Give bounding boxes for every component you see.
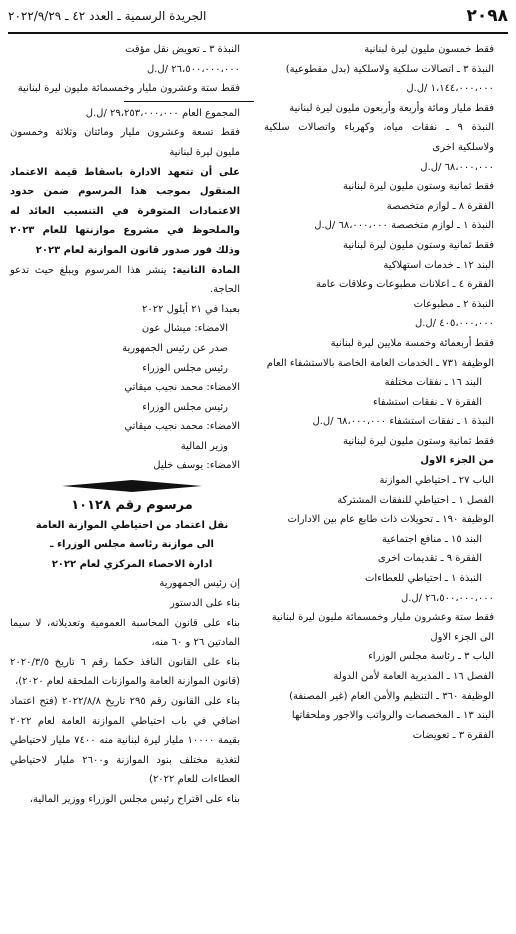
text-line: النبذة ٣ ـ تعويض نقل مؤقت bbox=[125, 44, 240, 55]
text-line: النبذة ٢ ـ مطبوعات bbox=[413, 298, 494, 310]
columns bbox=[8, 34, 508, 810]
preamble-line: إن رئيس الجمهورية bbox=[159, 578, 240, 590]
decree-subtitle-line: الى موازنة رئاسة مجلس الوزراء ـ bbox=[50, 539, 214, 551]
text-line: النبذة ١ ـ احتياطي للعطاءات bbox=[364, 573, 482, 585]
divider bbox=[124, 101, 254, 102]
text-line: فقط مليار ومائة وأربعة وأربعون مليون ليرة لبنانية bbox=[289, 102, 494, 114]
amount-line: ١،١٤٤،٠٠٠،٠٠٠ /ل.ل bbox=[406, 83, 494, 95]
article-two bbox=[10, 261, 254, 300]
left-column bbox=[10, 40, 254, 810]
page-number: ٢٠٩٨ bbox=[466, 6, 508, 26]
text-line: فقط ستة وعشرون مليار وخمسمائة مليون ليرة لبنانية bbox=[271, 612, 494, 624]
text-line: فقط خمسون مليون ليرة لبنانية bbox=[364, 44, 494, 55]
text-line: الفصل ١ ـ احتياطي للنفقات المشتركة bbox=[337, 494, 494, 506]
signing-text: صدر عن رئيس الجمهورية bbox=[122, 342, 228, 354]
right-column bbox=[264, 40, 508, 810]
decree-title: مرسوم رقم ١٠١٢٨ bbox=[71, 498, 193, 514]
signing-text: رئيس مجلس الوزراء bbox=[142, 401, 228, 413]
decree-subtitle-line: نقل اعتماد من احتياطي الموازنة العامة bbox=[35, 519, 229, 531]
text-line: الفقرة ٨ ـ لوازم متخصصة bbox=[386, 200, 494, 212]
article-two-label: المادة الثانية: bbox=[172, 264, 240, 276]
preamble-line: بناء على قانون المحاسبة العمومية وتعديلاته، لا سيما المادتين ٢٦ و ٦٠ منه، bbox=[10, 617, 240, 649]
grand-total: المجموع العام ٢٩،٢٥٣،٠٠٠،٠٠٠ /ل.ل bbox=[85, 107, 240, 119]
gazette-title: الجريدة الرسمية ـ العدد ٤٢ ـ ٢٠٢٢/٩/٢٩ bbox=[8, 9, 207, 23]
text-line: الوظيفة ٧٣١ ـ الخدمات العامة الخاصة بالاستشفاء العام bbox=[266, 357, 494, 369]
text-line: النبذة ١ ـ لوازم متخصصة ٦٨،٠٠٠،٠٠٠ /ل.ل bbox=[314, 220, 494, 232]
text-line: البند ١٦ ـ نفقات مختلفة bbox=[384, 377, 482, 389]
text-line: فقط ستة وعشرون مليار وخمسمائة مليون ليرة لبنانية bbox=[17, 83, 240, 95]
text-line: الوظيفة ٣٦٠ ـ التنظيم والأمن العام (غير المصنفة) bbox=[289, 690, 494, 702]
text-line: الباب ٢٧ ـ احتياطي الموازنة bbox=[379, 475, 494, 487]
separator-ornament bbox=[10, 480, 254, 492]
text-line: النبذة ٣ ـ اتصالات سلكية ولاسلكية (بدل مقطوعية) bbox=[285, 63, 494, 75]
page-header bbox=[8, 0, 508, 34]
decree-subtitle-line: ادارة الاحصاء المركزي لعام ٢٠٢٢ bbox=[51, 558, 213, 570]
preamble-line: بناء على الدستور bbox=[170, 598, 240, 610]
signing-text: وزير المالية bbox=[180, 440, 228, 452]
signature-line: الامضاء: يوسف خليل bbox=[153, 460, 240, 472]
text-line: فقط أربعمائة وخمسة ملايين ليرة لبنانية bbox=[330, 337, 494, 349]
signature-line: الامضاء: ميشال عون bbox=[141, 323, 228, 335]
signature-line: الامضاء: محمد نجيب ميقاتي bbox=[124, 421, 240, 433]
text-line: البند ١٢ ـ خدمات استهلاكية bbox=[383, 259, 494, 271]
amount-line: ٢٦،٥٠٠،٠٠٠،٠٠٠ /ل.ل bbox=[146, 63, 240, 75]
text-line: النبذة ١ ـ نفقات استشفاء ٦٨،٠٠٠،٠٠٠ /ل.ل bbox=[312, 416, 494, 428]
signature-line: الامضاء: محمد نجيب ميقاتي bbox=[124, 382, 240, 394]
text-line: البند ١٥ ـ منافع اجتماعية bbox=[381, 533, 482, 545]
text-line: فقط ثمانية وستون مليون ليرة لبنانية bbox=[342, 181, 494, 193]
text-line: فقط ثمانية وستون مليون ليرة لبنانية bbox=[342, 239, 494, 251]
text-line: البند ١٣ ـ المخصصات والرواتب والاجور وملحقاتها bbox=[291, 710, 494, 722]
amount-line: ٢٦،٥٠٠،٠٠٠،٠٠٠ /ل.ل bbox=[400, 592, 494, 604]
amount-line: ٤٠٥،٠٠٠،٠٠٠ /ل.ل bbox=[414, 318, 494, 330]
text-line: الفقرة ٩ ـ تقديمات اخرى bbox=[377, 553, 482, 565]
article-two-text: ينشر هذا المرسوم ويبلغ حيث تدعو الحاجة. bbox=[10, 264, 240, 296]
article-one-text: على أن تتعهد الادارة باسقاط قيمة الاعتماد المنقول بموجب هذا المرسوم ضمن حدود الاعتمادات المتوفرة في التنسيب العائد له والملحوظ في مشروع موازنتها للعام ٢٠٢٣ وذلك فور صدور قانون الموازنة لعام ٢٠٢٣ bbox=[10, 166, 240, 256]
preamble-line: بناء على اقتراح رئيس مجلس الوزراء ووزير المالية، bbox=[29, 793, 240, 805]
text-line: الفقرة ٧ ـ نفقات استشفاء bbox=[373, 396, 482, 408]
signing-date: بعبدا في ٢١ أيلول ٢٠٢٢ bbox=[141, 303, 240, 315]
section-heading: من الجزء الاول bbox=[420, 455, 494, 467]
text-line: الفصل ١٦ ـ المديرية العامة لأمن الدولة bbox=[333, 671, 494, 682]
text-line: الفقرة ٤ ـ اعلانات مطبوعات وعلاقات عامة bbox=[316, 279, 494, 291]
text-line: الفقرة ٣ ـ تعويضات bbox=[412, 729, 494, 741]
preamble-line: بناء على القانون النافذ حكما رقم ٦ تاريخ ٢٠٢٠/٣/٥ (قانون الموازنة العامة والموازنات الملحقة لعام ٢٠٢٠)، bbox=[10, 656, 240, 688]
amount-line: ٦٨،٠٠٠،٠٠٠ /ل.ل bbox=[420, 161, 494, 173]
ornament-icon bbox=[62, 480, 202, 492]
preamble-line: بناء على القانون رقم ٢٩٥ تاريخ ٢٠٢٢/٨/٨ (فتح اعتماد اضافي في باب احتياطي الموازنة العامة لعام ٢٠٢٢ بقيمة ١٠٠٠٠ مليار ليرة لبنانية منه ٧٤٠٠ مليار لاحتياطي لتغذية مختلف بنود الموازنة و٢٦٠٠ مليار لاحتياطي العطاءات للعام ٢٠٢٢) bbox=[10, 696, 240, 786]
grand-total-words: فقط تسعة وعشرون مليار ومائتان وثلاثة وخمسون مليون ليرة لبنانية bbox=[10, 127, 240, 158]
text-line: الباب ٣ ـ رئاسة مجلس الوزراء bbox=[368, 651, 494, 663]
text-line: الوظيفة ١٩٠ ـ تحويلات ذات طابع عام بين الادارات bbox=[287, 514, 494, 526]
text-line: النبذة ٩ ـ نفقات مياه، وكهرباء واتصالات سلكية ولاسلكية اخرى bbox=[264, 122, 494, 153]
text-line: فقط ثمانية وستون مليون ليرة لبنانية bbox=[342, 435, 494, 447]
signing-text: رئيس مجلس الوزراء bbox=[142, 362, 228, 374]
text-line: الى الجزء الاول bbox=[430, 631, 494, 643]
